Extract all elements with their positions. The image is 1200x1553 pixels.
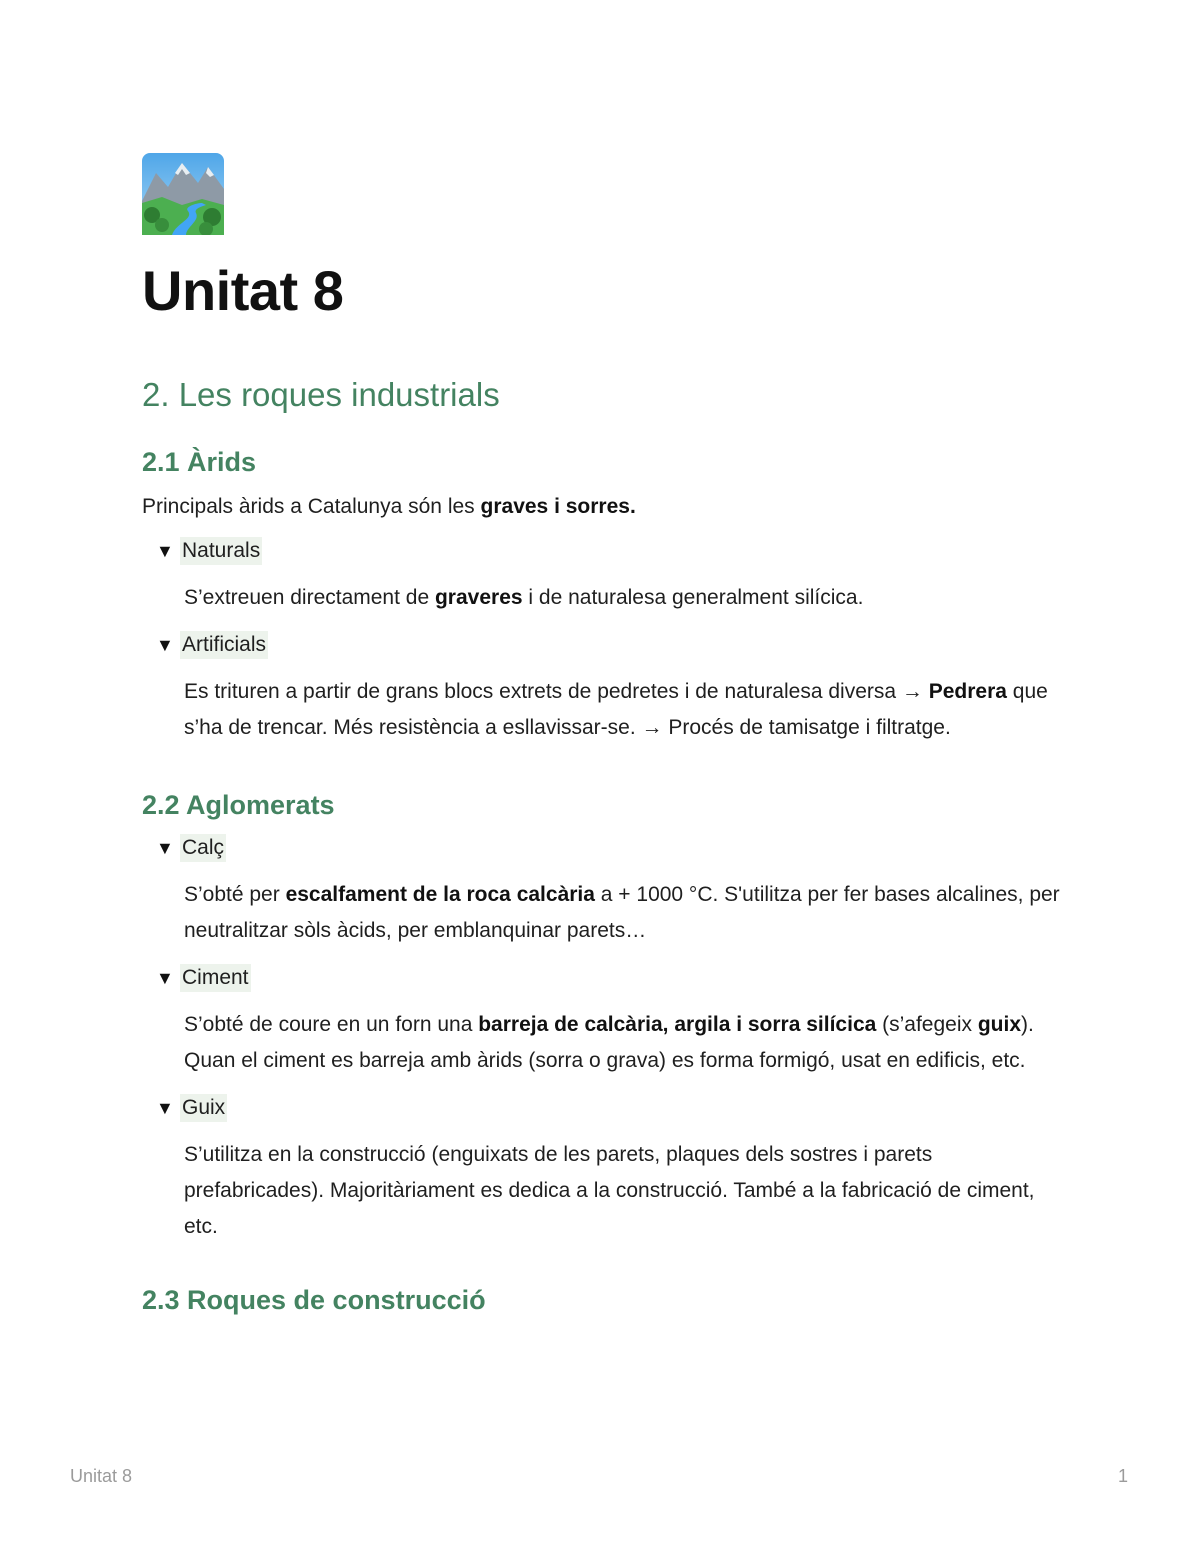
subsection-heading-roques: 2.3 Roques de construcció [142,1285,486,1315]
toggle-label: Naturals [180,537,262,565]
toggle-naturals [156,533,1062,616]
toggle-artificials [156,627,1062,746]
mountain-river-landscape-icon [142,153,224,235]
section-heading: 2. Les roques industrials [142,376,500,413]
toggle-artificials-header[interactable] [156,627,1062,663]
toggle-label: Guix [180,1094,227,1122]
page-title: Unitat 8 [142,259,344,322]
toggle-arrow-icon[interactable]: ▼ [156,968,174,988]
arids-intro: Principals àrids a Catalunya són les graves i sorres. [142,495,636,518]
toggle-label: Ciment [180,964,251,992]
toggle-guix [156,1090,1062,1245]
toggle-arrow-icon[interactable]: ▼ [156,838,174,858]
toggle-label: Calç [180,834,226,862]
toggle-ciment [156,960,1062,1079]
subsection-heading-aglomerats: 2.2 Aglomerats [142,790,335,820]
toggle-content: S’extreuen directament de graveres i de naturalesa generalment silícica. [184,586,864,609]
toggle-ciment-header[interactable] [156,960,1062,996]
toggle-content: S’obté de coure en un forn una barreja de calcària, argila i sorra silícica (s’afegeix guix). Quan el ciment es barreja amb àrids (sorra o grava) es forma formigó, usat en edificis, etc. [184,1013,1034,1072]
toggle-label: Artificials [180,631,268,659]
toggle-arrow-icon[interactable]: ▼ [156,1098,174,1118]
toggle-calc-header[interactable] [156,830,1062,866]
subsection-heading-arids: 2.1 Àrids [142,447,257,477]
toggle-guix-header[interactable] [156,1090,1062,1126]
toggle-calc [156,830,1062,949]
toggle-arrow-icon[interactable]: ▼ [156,541,174,561]
toggle-content: Es trituren a partir de grans blocs extrets de pedretes i de naturalesa diversa → Pedrera que s’ha de trencar. Més resistència a esllavissar-se. → Procés de tamisatge i filtratge. [184,680,1048,739]
document-page [142,153,1062,1317]
toggle-arrow-icon[interactable]: ▼ [156,635,174,655]
footer-document-title: Unitat 8 [70,1466,133,1486]
toggle-content: S’utilitza en la construcció (enguixats de les parets, plaques dels sostres i parets prefabricades). Majoritàriament es dedica a la construcció. També a la fabricació de ciment, etc. [184,1143,1035,1238]
toggle-content: S’obté per escalfament de la roca calcària a + 1000 °C. S'utilitza per fer bases alcalines, per neutralitzar sòls àcids, per emblanquinar parets… [184,883,1060,942]
footer-page-number: 1 [1118,1466,1129,1486]
toggle-naturals-header[interactable] [156,533,1062,569]
